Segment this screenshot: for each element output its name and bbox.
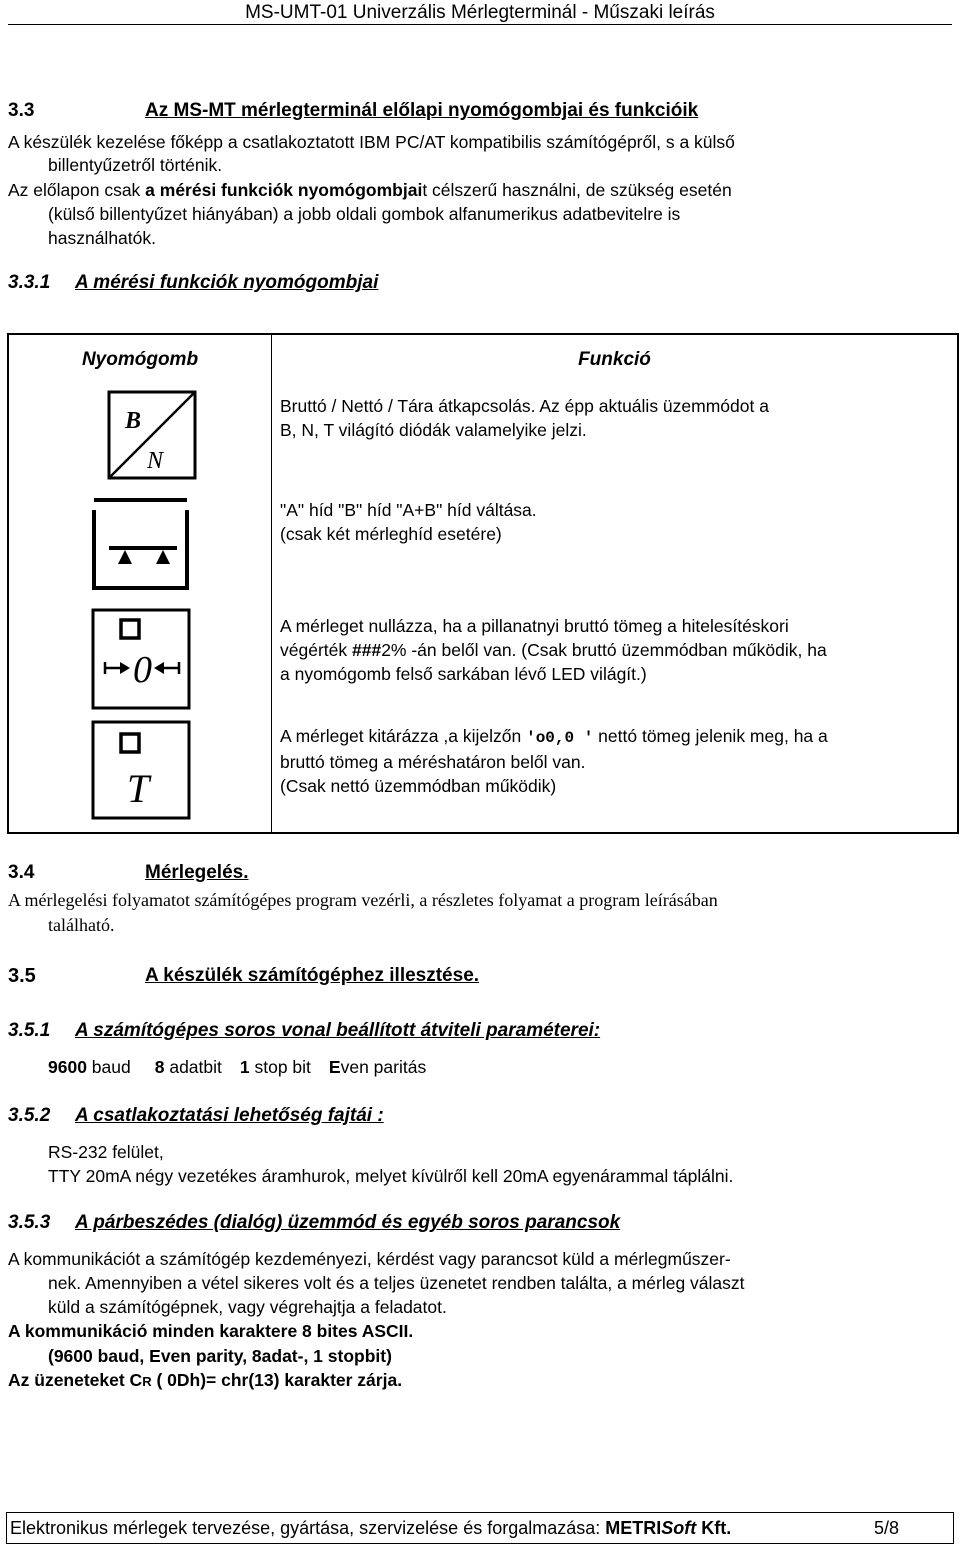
- function-text: a nyomógomb felső sarkában lévő LED világít.): [280, 664, 647, 684]
- paragraph-line: használhatók.: [48, 228, 156, 248]
- key-label-zero: 0: [133, 649, 152, 691]
- serial-parameters: 9600 baud 8 adatbit 1 stop bit Even paritás: [48, 1057, 427, 1077]
- paragraph-line: Az előlapon csak a mérési funkciók nyomógombjait célszerű használni, de szükség esetén: [8, 180, 732, 200]
- subsection-title: A párbeszédes (dialóg) üzemmód és egyéb soros parancsok: [75, 1212, 621, 1233]
- subsection-title: A számítógépes soros vonal beállított átviteli paraméterei:: [75, 1020, 601, 1041]
- bold-statement: Az üzeneteket CR ( 0Dh)= chr(13) karakter zárja.: [8, 1370, 403, 1390]
- subsection-title: A csatlakoztatási lehetőség fajtái :: [75, 1105, 384, 1126]
- function-text: végérték ###2% -án belől van. (Csak bruttó üzemmódban működik, ha: [280, 640, 827, 660]
- footer-text: Elektronikus mérlegek tervezése, gyártása, szervizelése és forgalmazása: METRISoft Kft.: [10, 1518, 732, 1538]
- subsection-title: A mérési funkciók nyomógombjai: [75, 272, 379, 293]
- section-number: 3.4: [8, 862, 35, 883]
- subsection-number: 3.5.3: [8, 1212, 51, 1233]
- section-title: Az MS-MT mérlegterminál előlapi nyomógombjai és funkcióik: [145, 100, 699, 121]
- bridge-select-icon: [9, 488, 271, 604]
- section-number: 3.5: [8, 965, 36, 987]
- paragraph-line: A mérlegelési folyamatot számítógépes program vezérli, a részletes folyamat a program leírásában: [8, 890, 718, 910]
- table-row: [8, 604, 958, 716]
- paragraph-line: RS-232 felület,: [48, 1142, 164, 1162]
- section-title: Mérlegelés.: [145, 862, 249, 883]
- function-text: A mérleget nullázza, ha a pillanatnyi bruttó tömeg a hitelesítéskori: [280, 616, 789, 636]
- bn-toggle-icon: [9, 384, 271, 488]
- function-text: Bruttó / Nettó / Tára átkapcsolás. Az épp aktuális üzemmódot a: [280, 396, 769, 416]
- header-rule: [8, 24, 952, 25]
- function-text: B, N, T világító diódák valamelyike jelzi.: [280, 420, 587, 440]
- button-function-table: [7, 333, 959, 834]
- paragraph-line: billentyűzetről történik.: [48, 155, 223, 175]
- tare-icon: [9, 716, 271, 832]
- function-text: (csak két mérleghíd esetére): [280, 524, 502, 544]
- table-row: [8, 384, 958, 488]
- table-row: [8, 488, 958, 604]
- section-title: A készülék számítógéphez illesztése.: [145, 965, 480, 986]
- function-text: A mérleget kitárázza ,a kijelzőn 'o0,0 ' nettó tömeg jelenik meg, ha a: [280, 726, 828, 747]
- paragraph-line: küld a számítógépnek, vagy végrehajtja a feladatot.: [48, 1297, 447, 1317]
- key-label-b: B: [125, 408, 142, 434]
- paragraph-line: TTY 20mA négy vezetékes áramhurok, melyet kívülről kell 20mA egyenárammal táplálni.: [48, 1166, 734, 1186]
- paragraph-line: A kommunikációt a számítógép kezdeményezi, kérdést vagy parancsot küld a mérlegműszer-: [8, 1249, 731, 1269]
- paragraph-line: nek. Amennyiben a vétel sikeres volt és a teljes üzenetet rendben találta, a mérleg választ: [48, 1273, 745, 1293]
- subsection-number: 3.5.2: [8, 1105, 51, 1126]
- function-text: bruttó tömeg a méréshatáron belől van.: [280, 752, 586, 772]
- section-number: 3.3: [8, 100, 35, 121]
- subsection-number: 3.3.1: [8, 272, 51, 293]
- paragraph-line: (külső billentyűzet hiányában) a jobb oldali gombok alfanumerikus adatbevitelre is: [48, 204, 681, 224]
- function-text: "A" híd "B" híd "A+B" híd váltása.: [280, 500, 537, 520]
- paragraph-line: A készülék kezelése főképp a csatlakoztatott IBM PC/AT kompatibilis számítógépről, s a külső: [8, 132, 735, 152]
- column-header-button: Nyomógomb: [81, 348, 199, 370]
- bold-statement: (9600 baud, Even parity, 8adat-, 1 stopbit): [48, 1346, 392, 1366]
- zero-icon: [9, 604, 271, 716]
- key-label-t: T: [127, 766, 150, 811]
- bold-statement: A kommunikáció minden karaktere 8 bites ASCII.: [8, 1321, 414, 1341]
- subsection-number: 3.5.1: [8, 1020, 51, 1041]
- table-row: [8, 716, 958, 833]
- paragraph-line: található.: [48, 915, 115, 935]
- function-text: (Csak nettó üzemmódban működik): [280, 776, 557, 796]
- column-header-function: Funkció: [578, 348, 651, 370]
- page-header-title: MS-UMT-01 Univerzális Mérlegterminál - Műszaki leírás: [245, 2, 715, 23]
- page-number: 5/8: [874, 1518, 900, 1538]
- key-label-n: N: [147, 448, 164, 474]
